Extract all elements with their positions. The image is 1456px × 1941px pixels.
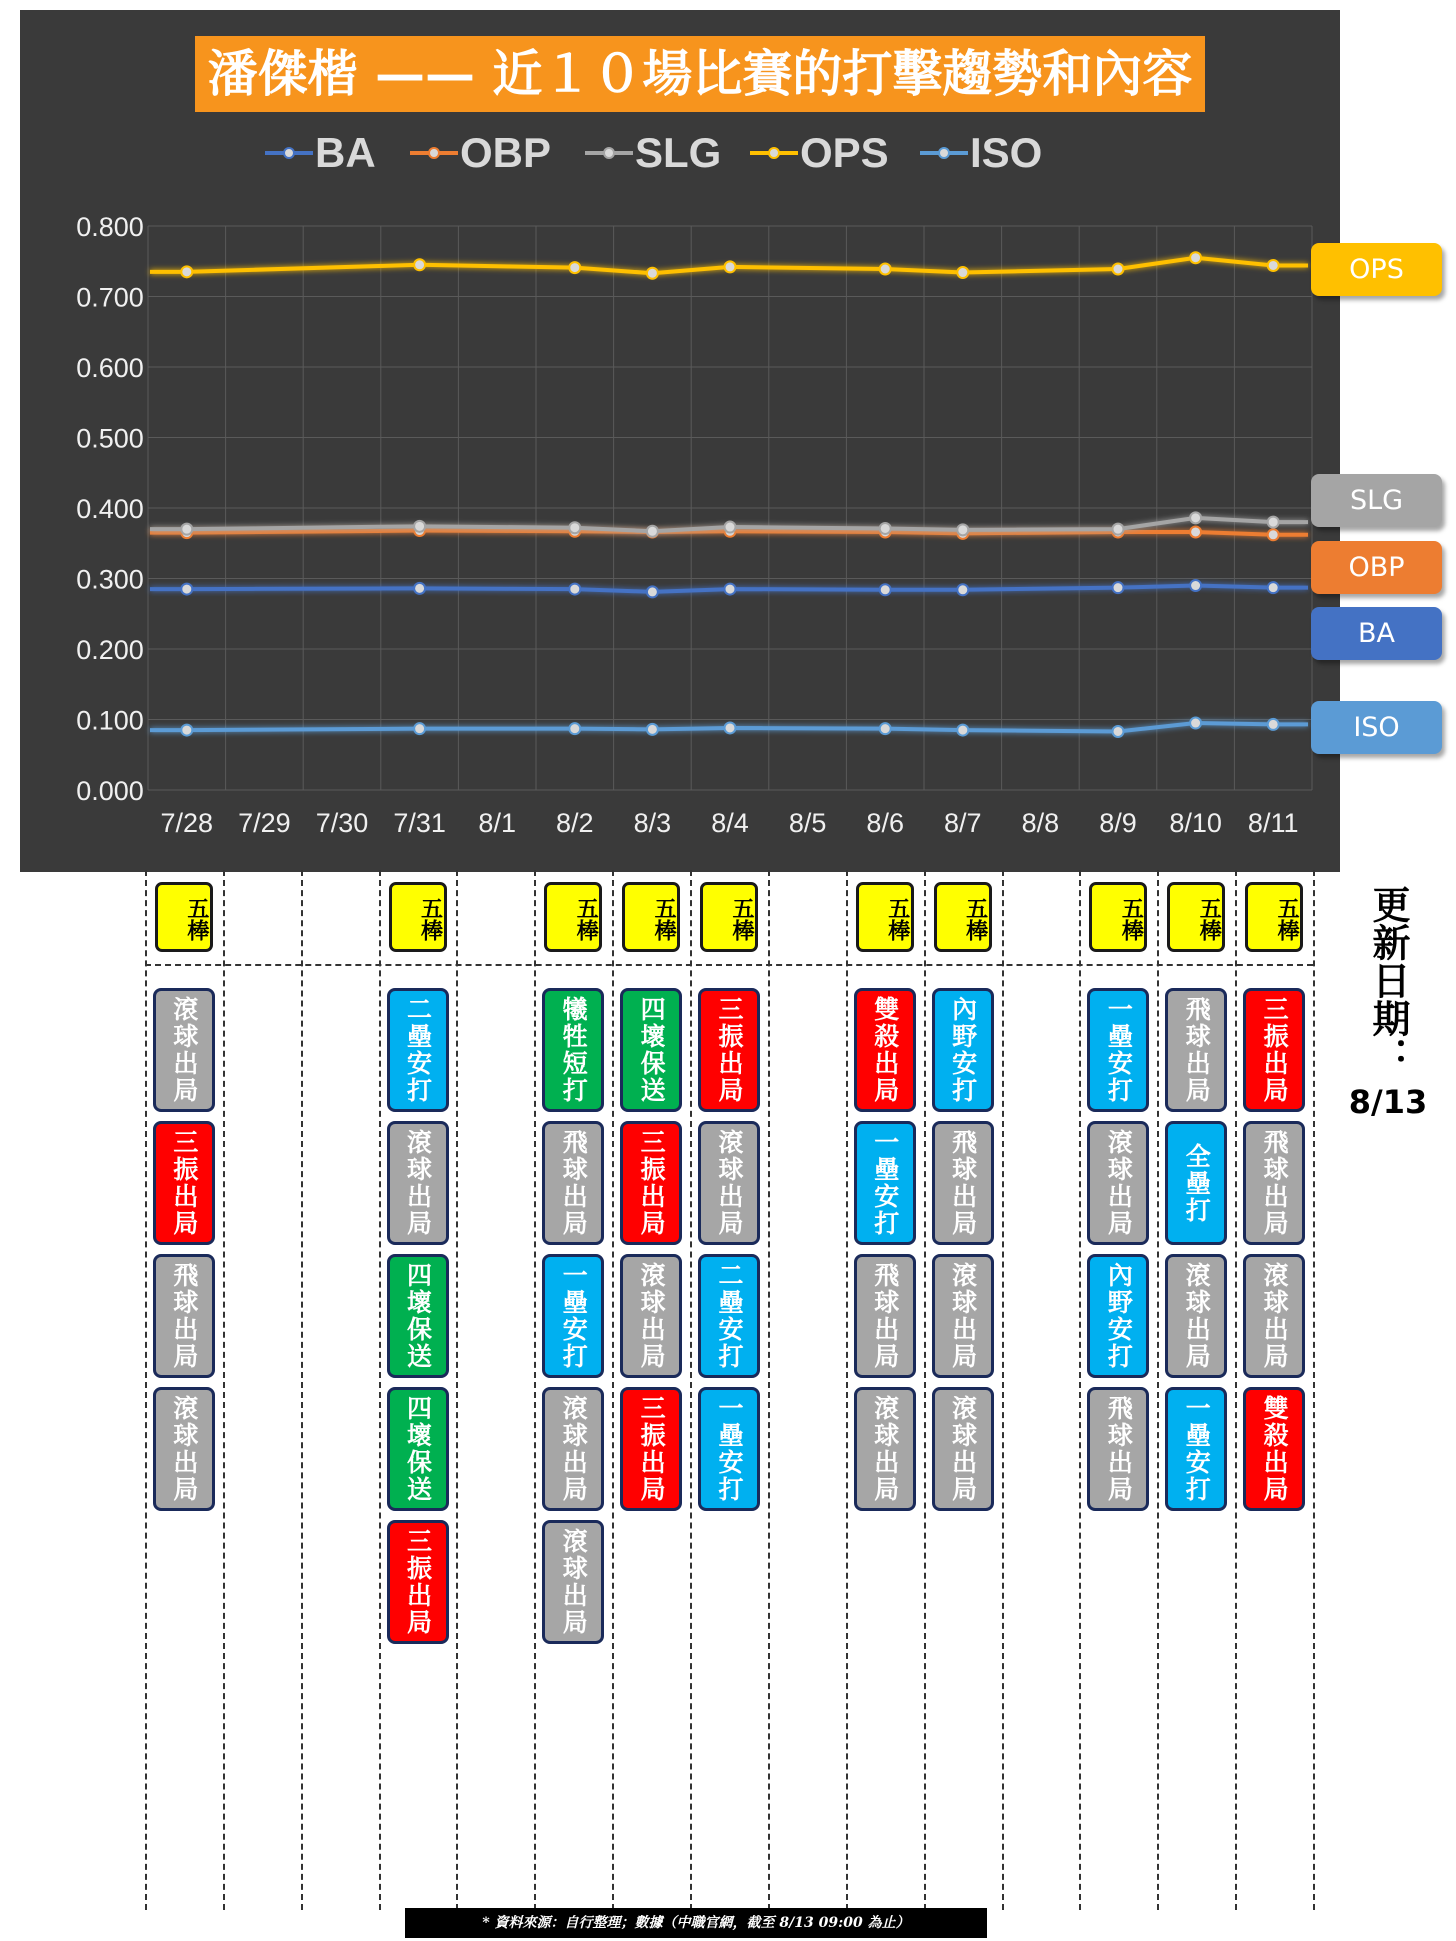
y-tick-label: 0.600	[76, 353, 144, 383]
x-tick-label: 8/8	[1021, 808, 1060, 838]
data-point-ops	[414, 259, 425, 270]
plate-appearance-result: 滾球出局	[542, 1520, 604, 1644]
plate-appearance-result: 四壞保送	[387, 1387, 449, 1511]
column-divider	[612, 870, 614, 1910]
data-point-iso	[725, 722, 736, 733]
batting-order-badge: 五棒	[622, 882, 680, 952]
y-tick-label: 0.400	[76, 494, 144, 524]
plate-appearance-result: 四壞保送	[387, 1254, 449, 1378]
plate-appearance-result: 三振出局	[153, 1121, 215, 1245]
data-point-slg	[569, 522, 580, 533]
y-tick-label: 0.100	[76, 705, 144, 736]
data-point-ops	[569, 262, 580, 273]
legend-marker-iso	[939, 148, 949, 158]
data-point-iso	[880, 723, 891, 734]
batting-order-badge: 五棒	[856, 882, 914, 952]
column-divider	[456, 870, 458, 1910]
plate-appearance-result: 滾球出局	[542, 1387, 604, 1511]
plate-appearance-grid	[145, 870, 1313, 1910]
legend-label-ba: BA	[315, 129, 376, 176]
data-point-slg	[957, 524, 968, 535]
legend-marker-obp	[429, 148, 439, 158]
plate-appearance-result: 滾球出局	[387, 1121, 449, 1245]
column-divider	[690, 870, 692, 1910]
plate-appearance-result: 雙殺出局	[1243, 1387, 1305, 1511]
plate-appearance-result: 滾球出局	[153, 988, 215, 1112]
x-tick-label: 8/9	[1099, 808, 1137, 838]
row-divider	[145, 964, 1313, 966]
data-point-ops	[1190, 252, 1201, 263]
data-point-ba	[569, 584, 580, 595]
plate-appearance-result: 滾球出局	[1243, 1254, 1305, 1378]
plate-appearance-result: 飛球出局	[1165, 988, 1227, 1112]
data-point-iso	[414, 723, 425, 734]
plate-appearance-result: 四壞保送	[620, 988, 682, 1112]
plate-appearance-result: 內野安打	[932, 988, 994, 1112]
plate-appearance-result: 三振出局	[620, 1387, 682, 1511]
data-point-ops	[957, 267, 968, 278]
column-divider	[301, 870, 303, 1910]
legend-label-iso: ISO	[970, 129, 1043, 176]
x-tick-label: 7/28	[160, 808, 214, 838]
data-point-iso	[647, 724, 658, 735]
plate-appearance-result: 飛球出局	[932, 1121, 994, 1245]
plate-appearance-result: 一壘安打	[542, 1254, 604, 1378]
column-divider	[1235, 870, 1237, 1910]
column-divider	[1079, 870, 1081, 1910]
plate-appearance-result: 一壘安打	[1165, 1387, 1227, 1511]
legend-marker-slg	[604, 148, 614, 158]
data-point-slg	[1190, 512, 1201, 523]
plate-appearance-stack	[387, 988, 449, 1653]
column-divider	[924, 870, 926, 1910]
data-point-ba	[880, 584, 891, 595]
data-point-ba	[647, 586, 658, 597]
x-tick-label: 7/31	[393, 808, 446, 838]
plate-appearance-result: 滾球出局	[932, 1254, 994, 1378]
update-label: 更新日期：	[1366, 885, 1410, 1075]
batting-order-badge: 五棒	[1167, 882, 1225, 952]
data-point-ba	[1113, 582, 1124, 593]
column-divider	[1313, 870, 1315, 1910]
chart-title: 潘傑楷 —— 近１０場比賽的打擊趨勢和內容	[195, 36, 1205, 112]
column-divider	[223, 870, 225, 1910]
column-divider	[145, 870, 147, 1910]
y-tick-label: 0.800	[76, 212, 144, 242]
y-tick-label: 0.500	[76, 423, 144, 454]
side-label-ba: BA	[1311, 607, 1442, 660]
data-point-ba	[414, 583, 425, 594]
plate-appearance-stack	[620, 988, 682, 1520]
batting-order-badge: 五棒	[389, 882, 447, 952]
x-tick-label: 8/1	[478, 808, 516, 838]
plate-appearance-result: 二壘安打	[387, 988, 449, 1112]
data-point-slg	[1113, 524, 1124, 535]
data-point-ops	[1113, 264, 1124, 275]
plate-appearance-stack	[854, 988, 916, 1520]
legend-label-obp: OBP	[460, 129, 552, 176]
plate-appearance-stack	[153, 988, 215, 1520]
data-point-ops	[1268, 260, 1279, 271]
x-tick-label: 7/30	[315, 808, 369, 838]
data-source-note: * 資料來源：自行整理；數據（中職官網，截至 8/13 09:00 為止）	[405, 1908, 987, 1938]
x-tick-label: 7/29	[238, 808, 291, 838]
column-divider	[379, 870, 381, 1910]
plate-appearance-result: 三振出局	[1243, 988, 1305, 1112]
plate-appearance-result: 飛球出局	[1087, 1387, 1149, 1511]
x-tick-label: 8/7	[944, 808, 982, 838]
data-point-ba	[181, 584, 192, 595]
plate-appearance-result: 一壘安打	[698, 1387, 760, 1511]
x-tick-label: 8/2	[556, 808, 594, 838]
plate-appearance-result: 飛球出局	[1243, 1121, 1305, 1245]
chart-panel	[20, 10, 1340, 872]
update-date: 8/13	[1348, 1083, 1428, 1121]
plate-appearance-result: 飛球出局	[153, 1254, 215, 1378]
column-divider	[534, 870, 536, 1910]
column-divider	[1157, 870, 1159, 1910]
side-label-slg: SLG	[1311, 474, 1442, 527]
plate-appearance-stack	[698, 988, 760, 1520]
data-point-ba	[725, 584, 736, 595]
plate-appearance-result: 二壘安打	[698, 1254, 760, 1378]
plate-appearance-result: 滾球出局	[932, 1387, 994, 1511]
x-tick-label: 8/5	[788, 808, 827, 838]
y-tick-label: 0.000	[76, 776, 144, 806]
plate-appearance-result: 飛球出局	[854, 1254, 916, 1378]
y-tick-label: 0.700	[76, 282, 144, 313]
batting-order-badge: 五棒	[1089, 882, 1147, 952]
data-point-iso	[181, 725, 192, 736]
data-point-slg	[181, 524, 192, 535]
batting-order-badge: 五棒	[155, 882, 213, 952]
batting-order-badge: 五棒	[1245, 882, 1303, 952]
plate-appearance-result: 一壘安打	[1087, 988, 1149, 1112]
x-tick-label: 8/6	[866, 808, 904, 838]
plate-appearance-stack	[1087, 988, 1149, 1520]
data-point-iso	[957, 725, 968, 736]
plate-appearance-result: 三振出局	[387, 1520, 449, 1644]
plate-appearance-stack	[932, 988, 994, 1520]
legend-label-slg: SLG	[635, 129, 722, 176]
data-point-ba	[957, 584, 968, 595]
batting-order-badge: 五棒	[700, 882, 758, 952]
side-label-obp: OBP	[1311, 541, 1442, 594]
plate-appearance-stack	[542, 988, 604, 1653]
x-tick-label: 8/11	[1247, 808, 1299, 838]
column-divider	[1002, 870, 1004, 1910]
data-point-iso	[1190, 718, 1201, 729]
plate-appearance-result: 內野安打	[1087, 1254, 1149, 1378]
data-point-ops	[647, 268, 658, 279]
data-point-slg	[414, 521, 425, 532]
line-chart	[20, 10, 1340, 872]
plate-appearance-stack	[1243, 988, 1305, 1520]
data-point-ba	[1190, 580, 1201, 591]
side-label-iso: ISO	[1311, 701, 1442, 754]
legend-label-ops: OPS	[800, 129, 889, 176]
column-divider	[768, 870, 770, 1910]
side-label-ops: OPS	[1311, 243, 1442, 296]
plate-appearance-result: 滾球出局	[153, 1387, 215, 1511]
data-point-iso	[569, 723, 580, 734]
x-tick-label: 8/10	[1169, 808, 1222, 838]
y-tick-label: 0.300	[76, 564, 144, 595]
plate-appearance-result: 滾球出局	[854, 1387, 916, 1511]
batting-order-badge: 五棒	[544, 882, 602, 952]
update-date-box	[1348, 885, 1428, 1125]
plate-appearance-result: 滾球出局	[620, 1254, 682, 1378]
plate-appearance-result: 滾球出局	[1087, 1121, 1149, 1245]
legend-marker-ba	[284, 148, 294, 158]
plate-appearance-result: 犧牲短打	[542, 988, 604, 1112]
data-point-obp	[1190, 526, 1201, 537]
legend-marker-ops	[769, 148, 779, 158]
plate-appearance-result: 飛球出局	[542, 1121, 604, 1245]
plate-appearance-result: 滾球出局	[698, 1121, 760, 1245]
data-point-slg	[880, 523, 891, 534]
plate-appearance-result: 雙殺出局	[854, 988, 916, 1112]
data-point-slg	[1268, 517, 1279, 528]
data-point-ops	[181, 266, 192, 277]
data-point-iso	[1113, 726, 1124, 737]
plate-appearance-result: 一壘安打	[854, 1121, 916, 1245]
data-point-ba	[1268, 582, 1279, 593]
data-point-slg	[647, 526, 658, 537]
batting-order-badge: 五棒	[934, 882, 992, 952]
plate-appearance-stack	[1165, 988, 1227, 1520]
data-point-slg	[725, 522, 736, 533]
plate-appearance-result: 全壘打	[1165, 1121, 1227, 1245]
plate-appearance-result: 三振出局	[620, 1121, 682, 1245]
plate-appearance-result: 滾球出局	[1165, 1254, 1227, 1378]
data-point-ops	[725, 261, 736, 272]
plate-appearance-result: 三振出局	[698, 988, 760, 1112]
x-tick-label: 8/4	[711, 808, 749, 838]
data-point-ops	[880, 264, 891, 275]
column-divider	[846, 870, 848, 1910]
data-point-iso	[1268, 719, 1279, 730]
data-point-obp	[1268, 529, 1279, 540]
x-tick-label: 8/3	[633, 808, 672, 838]
y-tick-label: 0.200	[76, 635, 144, 665]
